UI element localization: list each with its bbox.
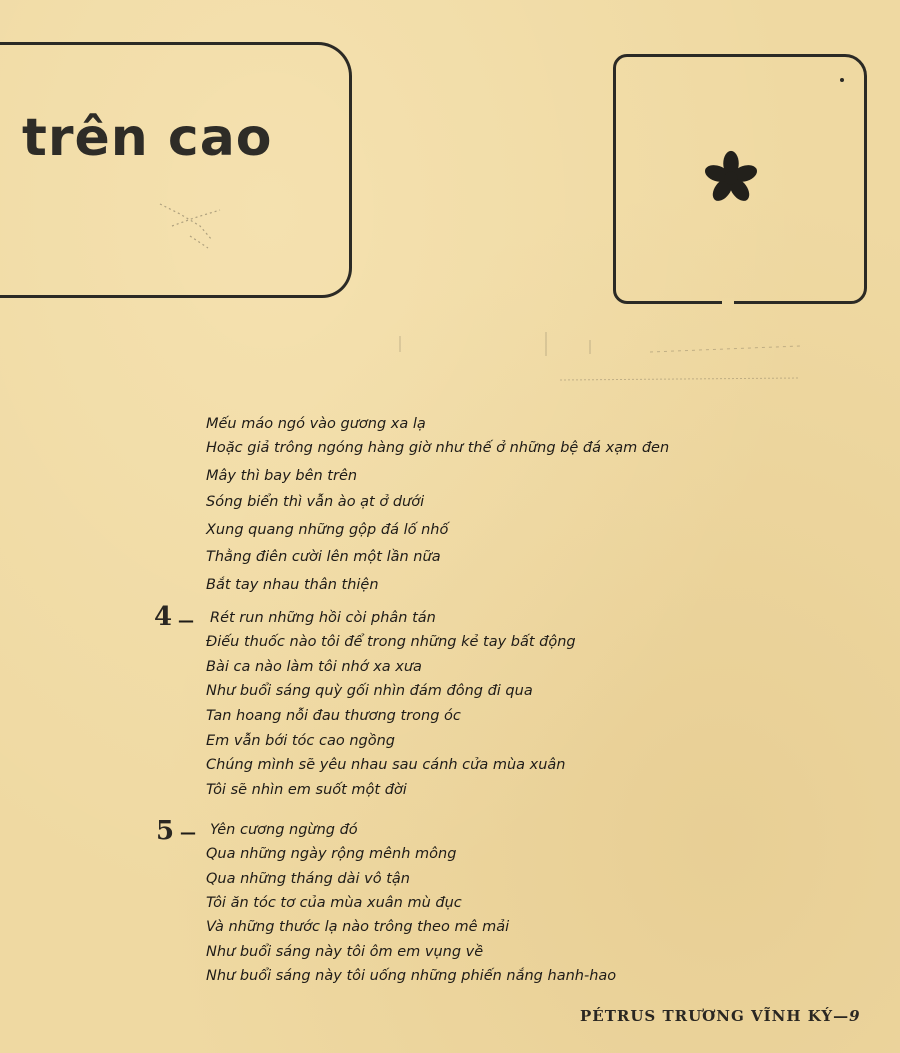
page-number: 9 [849, 1007, 861, 1025]
poem-line: Như buổi sáng này tôi ôm em vụng về [206, 944, 484, 960]
poem-line: Chúng mình sẽ yêu nhau sau cánh cửa mùa xuân [206, 757, 566, 773]
ink-dot [840, 78, 844, 82]
page-title: trên cao [22, 108, 273, 168]
title-frame [0, 42, 352, 298]
stanza-dash: — [178, 611, 194, 630]
poem-line: Rét run những hồi còi phân tán [210, 610, 436, 626]
stanza-number: 4 [154, 602, 173, 632]
poem-line: Như buổi sáng quỳ gối nhìn đám đông đi qua [206, 683, 533, 699]
poem-line: Em vẫn bới tóc cao ngồng [206, 733, 396, 749]
poem-line: Bắt tay nhau thân thiện [206, 577, 379, 593]
footer-author: PÉTRUS TRƯƠNG VĨNH KÝ [580, 1007, 834, 1025]
poem-line: Sóng biển thì vẫn ào ạt ở dưới [206, 494, 425, 510]
poem-line: Qua những tháng dài vô tận [206, 871, 410, 887]
poem-line: Hoặc giả trông ngóng hàng giờ như thế ở những bệ đá xạm đen [206, 440, 670, 456]
flower-asterisk-icon [700, 146, 762, 210]
poem-line: Tan hoang nỗi đau thương trong óc [206, 708, 461, 724]
poem-line: Mếu máo ngó vào gương xa lạ [206, 416, 426, 432]
stanza-dash: — [180, 823, 196, 842]
poem-line: Như buổi sáng này tôi uống những phiến nắng hanh-hao [206, 968, 617, 984]
stanza-number: 5 [156, 816, 175, 846]
poem-line: Yên cương ngừng đó [210, 822, 358, 838]
ink-smudge [150, 196, 240, 256]
show-through-marks [380, 330, 800, 390]
poem-line: Mây thì bay bên trên [206, 468, 358, 484]
poem-line: Xung quang những gộp đá lố nhố [206, 522, 449, 538]
frame-break [722, 298, 734, 308]
poem-line: Tôi sẽ nhìn em suốt một đời [206, 782, 407, 798]
page-footer [580, 1007, 861, 1025]
poem-line: Thằng điên cười lên một lần nữa [206, 549, 441, 565]
poem-line: Bài ca nào làm tôi nhớ xa xưa [206, 659, 422, 675]
poem-line: Điếu thuốc nào tôi để trong những kẻ tay bất động [206, 634, 576, 650]
poem-line: Qua những ngày rộng mênh mông [206, 846, 457, 862]
poem-line: Và những thước lạ nào trông theo mê mải [206, 919, 510, 935]
footer-dash: — [833, 1007, 850, 1025]
poem-line: Tôi ăn tóc tơ của mùa xuân mù đục [206, 895, 462, 911]
